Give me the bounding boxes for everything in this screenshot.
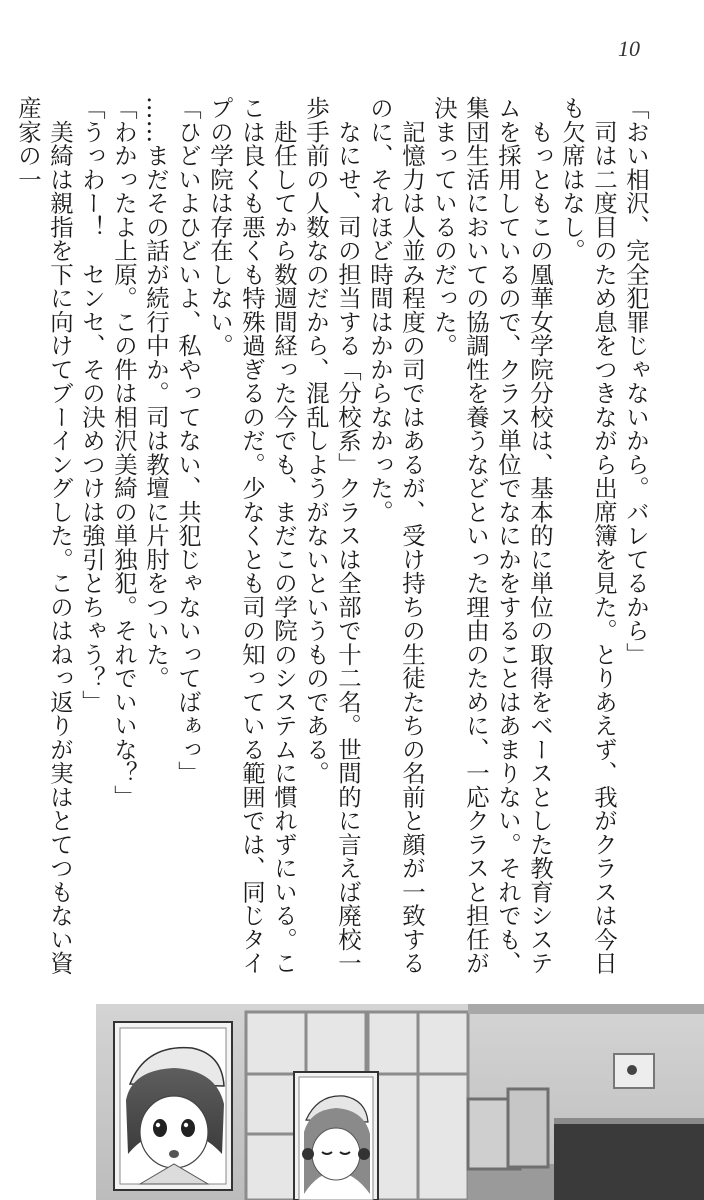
novel-text (14, 96, 652, 994)
character-portrait-right (294, 1072, 378, 1200)
paragraph: 「ひどいよひどいよ、私やってない、共犯じゃないってばぁっ」 (174, 96, 202, 785)
paragraph: もっともこの凰華女学院分校は、基本的に単位の取得をベースとした教育システムを採用しているので、クラス単位でなにかをすることはあまりない。それでも、集団生活においての協調性を養うなどといった理由のために、一応クラスと担任が決まっているのだった。 (430, 96, 554, 975)
paragraph: 「わかったよ上原。この件は相沢美綺の単独犯。それでいいな？」 (110, 96, 138, 809)
speaker-icon (614, 1054, 654, 1088)
paragraph: なにせ、司の担当する「分校系」クラスは全部で十二名。世間的に言えば廃校一歩手前の人数なのだから、混乱しようがないというものである。 (302, 96, 362, 975)
paragraph: 赴任してから数週間経った今でも、まだこの学院のシステムに慣れずにいる。ここは良くも悪くも特殊過ぎるのだ。少なくとも司の知っている範囲では、同じタイプの学院は存在しない。 (206, 96, 298, 975)
paragraph: 美綺は親指を下に向けてブーイングした。このはねっ返りが実はとてつもない資産家の一 (14, 96, 74, 975)
paragraph: 「うっわー！ センセ、その決めつけは強引とちゃう？」 (78, 96, 106, 714)
page-number: 10 (618, 36, 640, 61)
classroom-illustration (96, 1004, 704, 1200)
paragraph: 司は二度目のため息をつきながら出席簿を見た。とりあえず、我がクラスは今日も欠席はなし。 (558, 96, 618, 975)
paragraph: ……まだその話が続行中か。司は教壇に片肘をついた。 (142, 96, 170, 690)
character-portrait-left (114, 1022, 232, 1190)
paragraph: 記憶力は人並み程度の司ではあるが、受け持ちの生徒たちの名前と顔が一致するのに、それほど時間はかからなかった。 (366, 96, 426, 975)
paragraph: 「おい相沢、完全犯罪じゃないから。バレてるから」 (622, 96, 650, 666)
